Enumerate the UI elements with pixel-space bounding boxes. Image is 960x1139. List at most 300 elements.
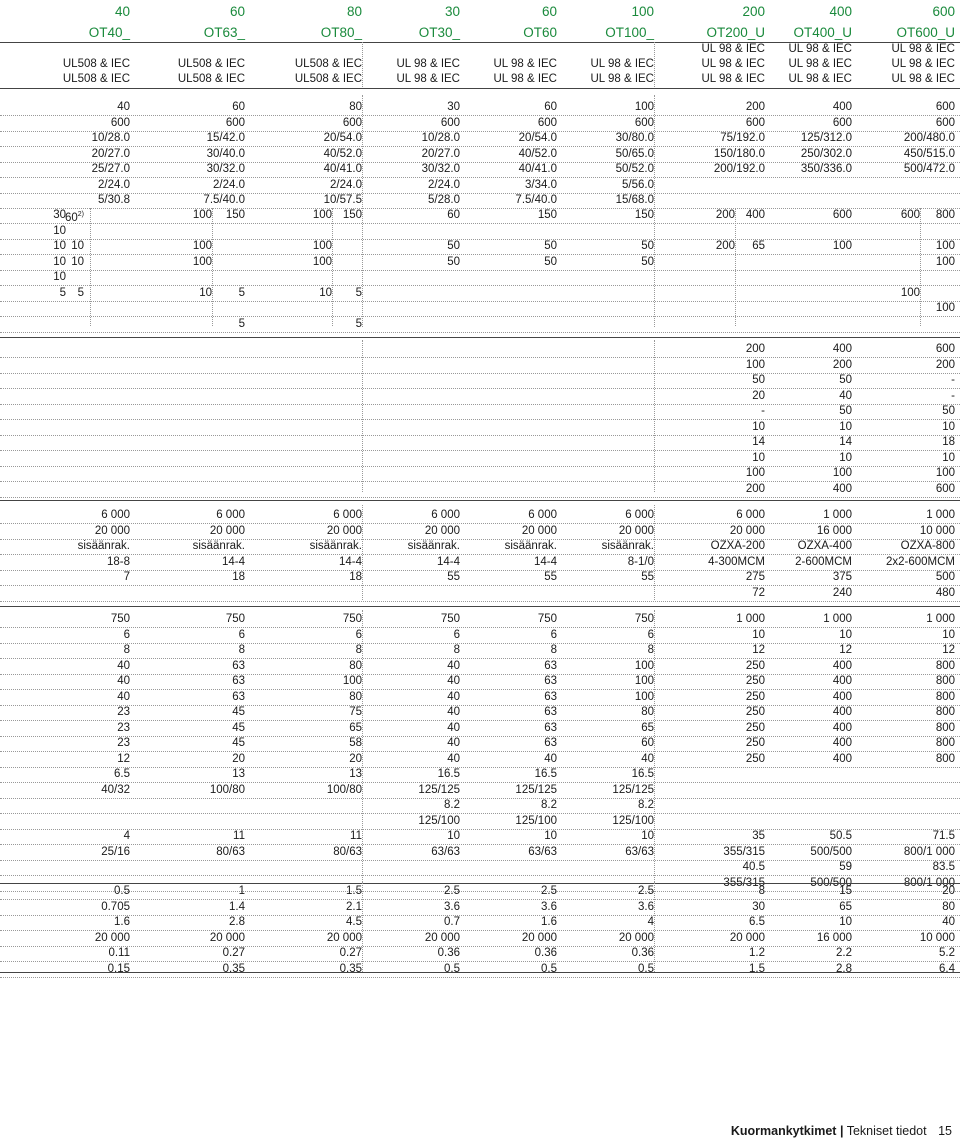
sub-spec-value: 100 [312, 209, 332, 221]
spec-value: 400 [832, 721, 852, 734]
spec-value: - [951, 374, 955, 386]
row-rule [0, 270, 960, 271]
spec-value: 65 [839, 900, 852, 913]
spec-value: 23 [117, 706, 130, 718]
spec-value: 20 000 [424, 931, 460, 944]
spec-value: 16 000 [816, 524, 852, 537]
spec-value: 50/52.0 [615, 163, 654, 175]
spec-value: 4 [123, 830, 130, 842]
page-footer [731, 1124, 952, 1138]
spec-value: 0.27 [339, 947, 362, 959]
section-rule [0, 500, 960, 501]
sub-spec-value: 10 [53, 271, 66, 283]
spec-value: 30/40.0 [206, 147, 245, 160]
spec-value: 0.36 [437, 947, 460, 959]
spec-value: 10/57.5 [323, 194, 362, 206]
spec-value: 600 [935, 101, 955, 113]
spec-value: 83.5 [932, 861, 955, 873]
spec-value: 10 [447, 830, 460, 842]
spec-value: 2.2 [836, 947, 852, 959]
spec-value: 1.6 [114, 916, 130, 928]
column-divider [362, 610, 363, 882]
spec-value: OZXA-800 [900, 540, 955, 552]
approval-cell: UL508 & IEC [294, 58, 362, 70]
spec-value: 13 [232, 768, 245, 780]
spec-value: 12 [117, 752, 130, 765]
spec-value: 8.2 [541, 799, 557, 811]
sub-spec-value: 10 [319, 286, 332, 299]
sub-spec-value: 600 [900, 209, 920, 221]
model-header: OT200_U [706, 25, 765, 40]
spec-value: 40.5 [742, 861, 765, 873]
sub-spec-value: 100 [935, 302, 955, 314]
sub-spec-value: 50 [447, 255, 460, 268]
column-divider [362, 882, 363, 972]
approval-cell: UL 98 & IEC [701, 58, 765, 70]
approval-cell: UL 98 & IEC [788, 73, 852, 85]
spec-value: 400 [832, 343, 852, 355]
spec-value: 13 [349, 768, 362, 780]
spec-value: 12 [752, 644, 765, 656]
spec-value: 800 [935, 737, 955, 749]
column-divider [362, 95, 363, 327]
spec-value: 10 [942, 451, 955, 464]
spec-value: 400 [832, 101, 852, 113]
spec-value: 40 [117, 690, 130, 703]
sub-spec-value: 10 [199, 286, 212, 299]
row-rule [0, 223, 960, 224]
model-header: OT60 [523, 25, 557, 40]
row-rule [0, 977, 960, 978]
spec-value: 50 [839, 374, 852, 386]
spec-value: 125/125 [515, 783, 557, 796]
spec-value: 8-1/0 [627, 555, 654, 568]
spec-value: 40 [117, 675, 130, 687]
spec-value: 6 000 [216, 509, 245, 521]
spec-value: 71.5 [932, 830, 955, 842]
spec-value: 10 [839, 916, 852, 928]
footer-separator: | [839, 1124, 844, 1138]
spec-value: 1 000 [926, 509, 955, 521]
spec-value: 40 [117, 659, 130, 672]
sub-spec-value: 50 [641, 240, 654, 252]
column-divider [212, 208, 213, 326]
spec-value: 125/100 [515, 814, 557, 827]
row-rule [0, 316, 960, 317]
spec-value: 25/27.0 [91, 163, 130, 175]
spec-value: 60 [641, 737, 654, 749]
spec-value: 10/28.0 [91, 132, 130, 144]
spec-value: 6 000 [625, 509, 654, 521]
sub-spec-value: 100 [312, 240, 332, 252]
spec-value: 55 [447, 571, 460, 583]
spec-value: 63/63 [625, 845, 654, 858]
spec-value: 10 [839, 628, 852, 641]
spec-value: 200 [745, 101, 765, 113]
spec-value: 63 [544, 706, 557, 718]
sub-spec-value: 65 [752, 240, 765, 252]
spec-value: 40/52.0 [518, 147, 557, 160]
spec-value: 65 [641, 721, 654, 734]
sub-spec-value: 100 [192, 209, 212, 221]
approval-cell: UL 98 & IEC [493, 73, 557, 85]
approval-cell: UL508 & IEC [177, 58, 245, 70]
spec-value: 8 [550, 644, 557, 656]
spec-value: 200 [935, 358, 955, 371]
column-divider [735, 208, 736, 326]
rating-header: 80 [346, 4, 362, 19]
spec-value: 800 [935, 752, 955, 765]
spec-value: 0.5 [114, 885, 130, 897]
spec-value: 72 [752, 586, 765, 599]
spec-value: 14-4 [436, 555, 460, 568]
sub-spec-value: 100 [935, 255, 955, 268]
spec-value: 40 [447, 752, 460, 765]
spec-value: 250 [745, 659, 765, 672]
spec-value: 240 [832, 586, 852, 599]
spec-value: 400 [832, 706, 852, 718]
sub-spec-value: 30 [53, 209, 66, 221]
spec-value: 7 [123, 571, 130, 583]
approval-cell: UL 98 & IEC [891, 43, 955, 55]
spec-value: 6.5 [114, 768, 130, 780]
column-divider [90, 208, 91, 326]
spec-value: 800/1 000 [903, 845, 955, 858]
spec-value: 2x2-600MCM [885, 555, 955, 568]
spec-value: 125/125 [612, 783, 654, 796]
spec-value: 45 [232, 706, 245, 718]
spec-value: 20 000 [424, 524, 460, 537]
section-rule [0, 972, 960, 973]
spec-value: 20 000 [326, 931, 362, 944]
spec-value: 10 [942, 420, 955, 433]
column-divider [654, 42, 655, 87]
spec-value: 500/500 [810, 845, 852, 858]
spec-value: 0.705 [101, 900, 130, 913]
spec-value: 10 [839, 451, 852, 464]
spec-value: 480 [935, 586, 955, 599]
approval-cell: UL 98 & IEC [396, 58, 460, 70]
spec-value: 50 [942, 405, 955, 417]
spec-value: 800/1 000 [903, 876, 955, 889]
spec-value: 400 [832, 675, 852, 687]
spec-value: 10 [839, 420, 852, 433]
sub-spec-value: 200 [715, 240, 735, 252]
spec-value: 6 [355, 628, 362, 641]
model-header: OT400_U [793, 25, 852, 40]
approval-cell: UL 98 & IEC [701, 43, 765, 55]
spec-value: 0.5 [444, 962, 460, 975]
spec-value: 400 [832, 659, 852, 672]
spec-value: 40/41.0 [323, 163, 362, 175]
spec-value: 350/336.0 [800, 163, 852, 175]
spec-value: 250 [745, 706, 765, 718]
spec-value: 1 [238, 885, 245, 897]
spec-value: 200/192.0 [713, 163, 765, 175]
column-divider [654, 505, 655, 600]
spec-value: 8 [647, 644, 654, 656]
spec-value: 63 [544, 737, 557, 749]
spec-value: 375 [832, 571, 852, 583]
spec-value: 20/27.0 [421, 147, 460, 160]
spec-value: 20 000 [521, 931, 557, 944]
row-rule [0, 601, 960, 602]
sub-spec-value: 50 [544, 240, 557, 252]
spec-value: 750 [537, 613, 557, 625]
row-rule [0, 332, 960, 333]
approval-cell: UL 98 & IEC [788, 43, 852, 55]
spec-value: 750 [342, 613, 362, 625]
spec-value: 1 000 [926, 613, 955, 625]
spec-value: 2/24.0 [428, 178, 460, 191]
spec-value: 59 [839, 861, 852, 873]
spec-value: 30/32.0 [421, 163, 460, 175]
spec-value: 500 [935, 571, 955, 583]
sub-spec-value: 100 [312, 255, 332, 268]
spec-value: 250 [745, 737, 765, 749]
spec-value: 8 [355, 644, 362, 656]
sub-spec-value: 600 [832, 209, 852, 221]
spec-value: 40 [544, 752, 557, 765]
approval-cell: UL508 & IEC [62, 73, 130, 85]
spec-value: 800 [935, 659, 955, 672]
sub-spec-value: 5 [355, 317, 362, 330]
spec-value: 14-4 [533, 555, 557, 568]
spec-value: 750 [440, 613, 460, 625]
spec-value: 65 [349, 721, 362, 734]
spec-value: 100 [935, 467, 955, 479]
spec-value: 63 [544, 721, 557, 734]
spec-value: 63 [544, 690, 557, 703]
spec-value: 6 [123, 628, 130, 641]
spec-value: 6 000 [101, 509, 130, 521]
spec-value: 14 [752, 436, 765, 448]
spec-value: 800 [935, 675, 955, 687]
spec-value: 6 [238, 628, 245, 641]
spec-value: 8 [123, 644, 130, 656]
spec-value: 500/472.0 [903, 163, 955, 175]
spec-value: 100 [634, 659, 654, 672]
spec-value: 8 [453, 644, 460, 656]
spec-value: 6 [453, 628, 460, 641]
spec-value: 55 [544, 571, 557, 583]
rating-header: 30 [444, 4, 460, 19]
spec-value: 100 [634, 690, 654, 703]
sub-spec-value: 10 [53, 255, 66, 268]
spec-value: 16.5 [631, 768, 654, 780]
spec-value: 30/32.0 [206, 163, 245, 175]
spec-value: 0.36 [534, 947, 557, 959]
spec-value: 600 [537, 116, 557, 129]
spec-value: 2/24.0 [98, 178, 130, 191]
spec-value: 250 [745, 721, 765, 734]
approval-cell: UL 98 & IEC [701, 73, 765, 85]
column-divider [362, 42, 363, 87]
spec-value: 63 [232, 675, 245, 687]
spec-value: 5/56.0 [622, 178, 654, 191]
spec-value: 23 [117, 721, 130, 734]
rating-header: 400 [829, 4, 852, 19]
spec-value: 80/63 [216, 845, 245, 858]
spec-value: 1.6 [541, 916, 557, 928]
spec-value: 40/32 [101, 783, 130, 796]
spec-value: 6 000 [333, 509, 362, 521]
spec-value: 20 000 [729, 931, 765, 944]
sub-spec-value: 150 [537, 209, 557, 221]
spec-value: OZXA-200 [710, 540, 765, 552]
spec-value: 20 000 [618, 524, 654, 537]
spec-value: 12 [839, 644, 852, 656]
spec-value: 18 [942, 436, 955, 448]
spec-value: - [761, 405, 765, 417]
spec-value: 6.5 [749, 916, 765, 928]
column-divider [362, 505, 363, 600]
spec-value: 40 [447, 690, 460, 703]
spec-value: 4.5 [346, 916, 362, 928]
column-divider [332, 208, 333, 326]
spec-value: 0.5 [638, 962, 654, 975]
section-rule [0, 337, 960, 338]
spec-value: 10 [752, 628, 765, 641]
spec-value: 125/100 [418, 814, 460, 827]
spec-value: 600 [935, 482, 955, 495]
spec-value: 15/42.0 [206, 132, 245, 144]
spec-value: 600 [342, 116, 362, 129]
model-header: OT80_ [320, 25, 362, 40]
spec-value: 100 [342, 675, 362, 687]
approval-cell: UL508 & IEC [177, 73, 245, 85]
spec-value: 0.36 [631, 947, 654, 959]
spec-value: OZXA-400 [797, 540, 852, 552]
spec-value: 2/24.0 [213, 178, 245, 191]
spec-value: 20 000 [94, 931, 130, 944]
spec-value: 14 [839, 436, 852, 448]
spec-value: 100 [745, 358, 765, 371]
spec-value: 63/63 [431, 845, 460, 858]
column-divider [654, 340, 655, 492]
spec-value: sisäänrak. [77, 540, 130, 552]
spec-value: 6 000 [736, 509, 765, 521]
spec-value: 600 [110, 116, 130, 129]
spec-value: 400 [832, 482, 852, 495]
spec-value: 16 000 [816, 931, 852, 944]
footnote-marker: 2) [77, 211, 84, 218]
spec-value: 8.2 [444, 799, 460, 811]
approval-cell: UL 98 & IEC [891, 73, 955, 85]
model-header: OT100_ [605, 25, 654, 40]
spec-value: 6 000 [431, 509, 460, 521]
spec-value: 18 [232, 571, 245, 583]
spec-value: 35 [752, 830, 765, 842]
spec-value: 80 [349, 690, 362, 703]
spec-value: 45 [232, 737, 245, 749]
spec-value: sisäänrak. [192, 540, 245, 552]
spec-value: 40 [447, 675, 460, 687]
spec-value: 40 [447, 737, 460, 749]
spec-value: 10 [942, 628, 955, 641]
sub-spec-value: 150 [634, 209, 654, 221]
spec-value: 400 [832, 690, 852, 703]
spec-value: 800 [935, 690, 955, 703]
column-divider [362, 340, 363, 492]
spec-value: 2.5 [444, 885, 460, 897]
spec-value: 125/100 [612, 814, 654, 827]
spec-value: 600 [745, 116, 765, 129]
spec-value: 750 [634, 613, 654, 625]
approval-cell: UL 98 & IEC [493, 58, 557, 70]
spec-value: 50/65.0 [615, 147, 654, 160]
spec-value: 0.11 [108, 947, 130, 959]
spec-value: 14-4 [221, 555, 245, 568]
spec-value: 750 [225, 613, 245, 625]
footer-page-number: 15 [938, 1124, 952, 1138]
column-divider [654, 882, 655, 972]
spec-value: 6.4 [939, 962, 955, 975]
spec-value: 20 [349, 752, 362, 765]
spec-value: 450/515.0 [903, 147, 955, 160]
spec-value: 8.2 [638, 799, 654, 811]
spec-value: 7.5/40.0 [515, 194, 557, 206]
sub-spec-value: 50 [447, 240, 460, 252]
spec-value: 30 [752, 900, 765, 913]
spec-value: 40 [839, 389, 852, 402]
row-rule [0, 497, 960, 498]
spec-value: 20 000 [209, 524, 245, 537]
spec-value: 40 [447, 659, 460, 672]
spec-value: 63 [232, 690, 245, 703]
spec-value: 1.5 [749, 962, 765, 975]
spec-value: 20 000 [618, 931, 654, 944]
sub-spec-value: 100 [832, 240, 852, 252]
spec-value: 20 000 [94, 524, 130, 537]
spec-value: sisäänrak. [504, 540, 557, 552]
spec-value: 400 [832, 752, 852, 765]
footer-title: Kuormankytkimet [730, 1124, 837, 1138]
spec-value: 3/34.0 [525, 178, 557, 191]
spec-value: 100 [634, 675, 654, 687]
spec-value: 125/312.0 [800, 132, 852, 144]
spec-value: 10 000 [919, 931, 955, 944]
spec-value: 80 [349, 659, 362, 672]
sub-spec-value: 100 [192, 255, 212, 268]
rating-header: 60 [541, 4, 557, 19]
spec-value: 40/41.0 [518, 163, 557, 175]
row-rule [0, 301, 960, 302]
spec-value: 80 [942, 900, 955, 913]
rating-header: 200 [742, 4, 765, 19]
spec-value: 100/80 [326, 783, 362, 796]
spec-value: 11 [233, 830, 245, 842]
spec-value: 125/125 [418, 783, 460, 796]
rating-header: 100 [631, 4, 654, 19]
spec-value: 40 [447, 706, 460, 718]
spec-value: sisäänrak. [309, 540, 362, 552]
spec-value: 6 [647, 628, 654, 641]
spec-value: 75/192.0 [720, 132, 765, 144]
spec-value: 3.6 [444, 900, 460, 913]
spec-value: 800 [935, 721, 955, 734]
spec-value: 12 [942, 644, 955, 656]
sub-spec-value: 10 [71, 240, 84, 252]
spec-value: - [951, 389, 955, 402]
sub-spec-value: 400 [745, 209, 765, 221]
spec-value: 5/28.0 [428, 194, 460, 206]
spec-value: 20 000 [521, 524, 557, 537]
spec-value: 50 [839, 405, 852, 417]
spec-value: 60 [232, 101, 245, 113]
sub-spec-value: 10 [53, 240, 66, 252]
spec-value: 58 [349, 737, 362, 749]
